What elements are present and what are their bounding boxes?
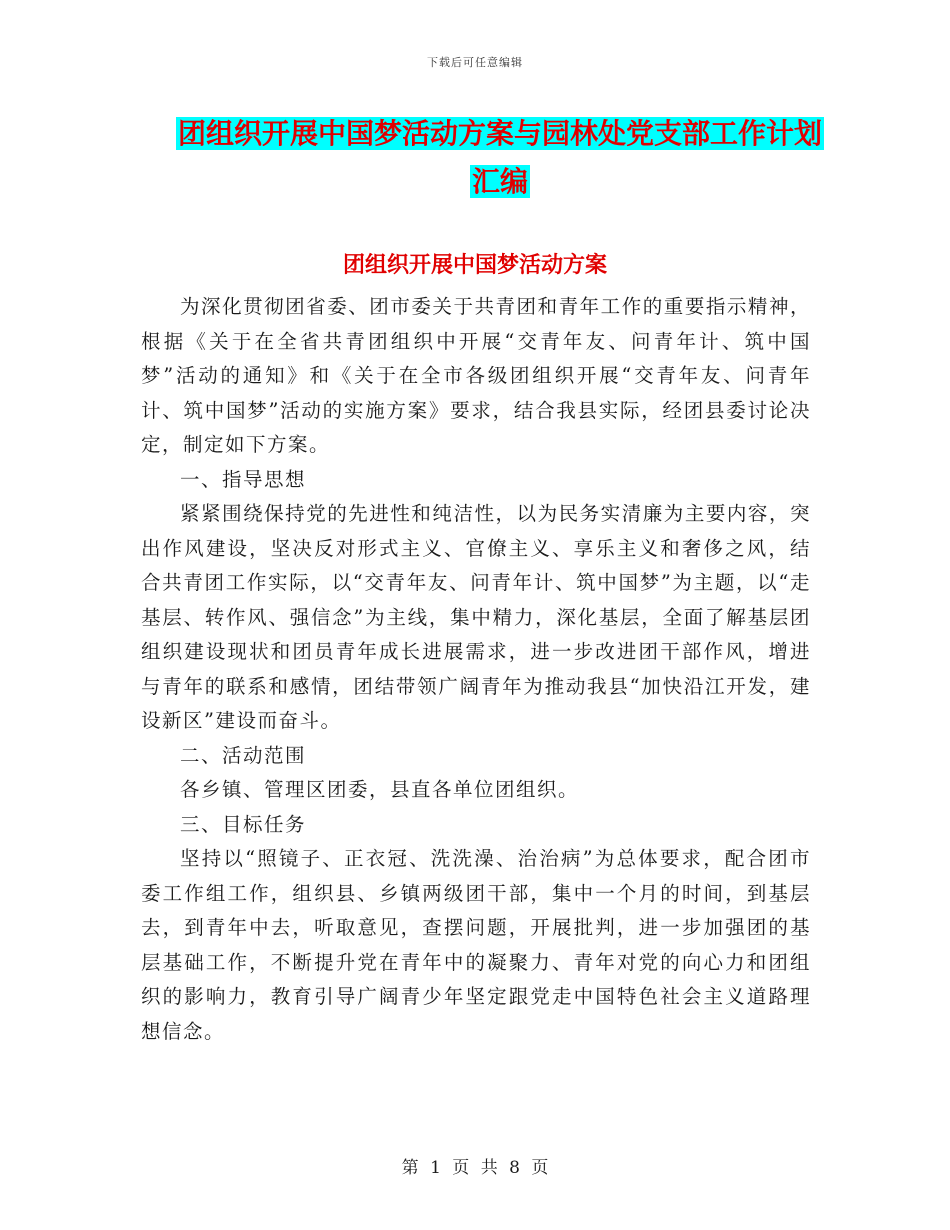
paragraph-objectives: 坚持以“照镜子、正衣冠、洗洗澡、治治病”为总体要求，配合团市委工作组工作，组织县、乡镇两级团干部，集中一个月的时间，到基层去，到青年中去，听取意见，查摆问题，开展批判，进一步加强团的基层基础工作，不断提升党在青年中的凝聚力、青年对党的向心力和团组织的影响力，教育引导广阔青少年坚定跟党走中国特色社会主义道路理想信念。 (141, 847, 811, 1043)
paragraph-guiding-principle: 紧紧围绕保持党的先进性和纯洁性，以为民务实清廉为主要内容，突出作风建设，坚决反对形式主义、官僚主义、享乐主义和奢侈之风，结合共青团工作实际，以“交青年友、问青年计、筑中国梦”为主题，以“走基层、转作风、强信念”为主线，集中精力，深化基层，全面了解基层团组织建设现状和团员青年成长进展需求，进一步改进团干部作风，增进与青年的联系和感情，团结带领广阔青年为推动我县“加快沿江开发，建设新区”建设而奋斗。 (141, 502, 811, 732)
paragraph-activity-scope: 各乡镇、管理区团委，县直各单位团组织。 (180, 778, 580, 801)
title-line-1: 团组织开展中国梦活动方案与园林处党支部工作计划 (177, 117, 822, 150)
heading-guiding-principle: 一、指导思想 (180, 467, 307, 491)
document-body (141, 290, 811, 1049)
document-title (150, 110, 850, 206)
title-line-2: 汇编 (471, 165, 528, 198)
heading-activity-scope: 二、活动范围 (180, 743, 307, 767)
paragraph-intro: 为深化贯彻团省委、团市委关于共青团和青年工作的重要指示精神，根据《关于在全省共青团组织中开展“交青年友、问青年计、筑中国梦”活动的通知》和《关于在全市各级团组织开展“交青年友、问青年计、筑中国梦”活动的实施方案》要求，结合我县实际，经团县委讨论决定，制定如下方案。 (141, 295, 811, 456)
header-note: 下载后可任意编辑 (427, 56, 523, 69)
heading-objectives: 三、目标任务 (180, 812, 307, 836)
page-footer: 第 1 页 共 8 页 (401, 1158, 549, 1178)
section-title: 团组织开展中国梦活动方案 (342, 253, 607, 278)
